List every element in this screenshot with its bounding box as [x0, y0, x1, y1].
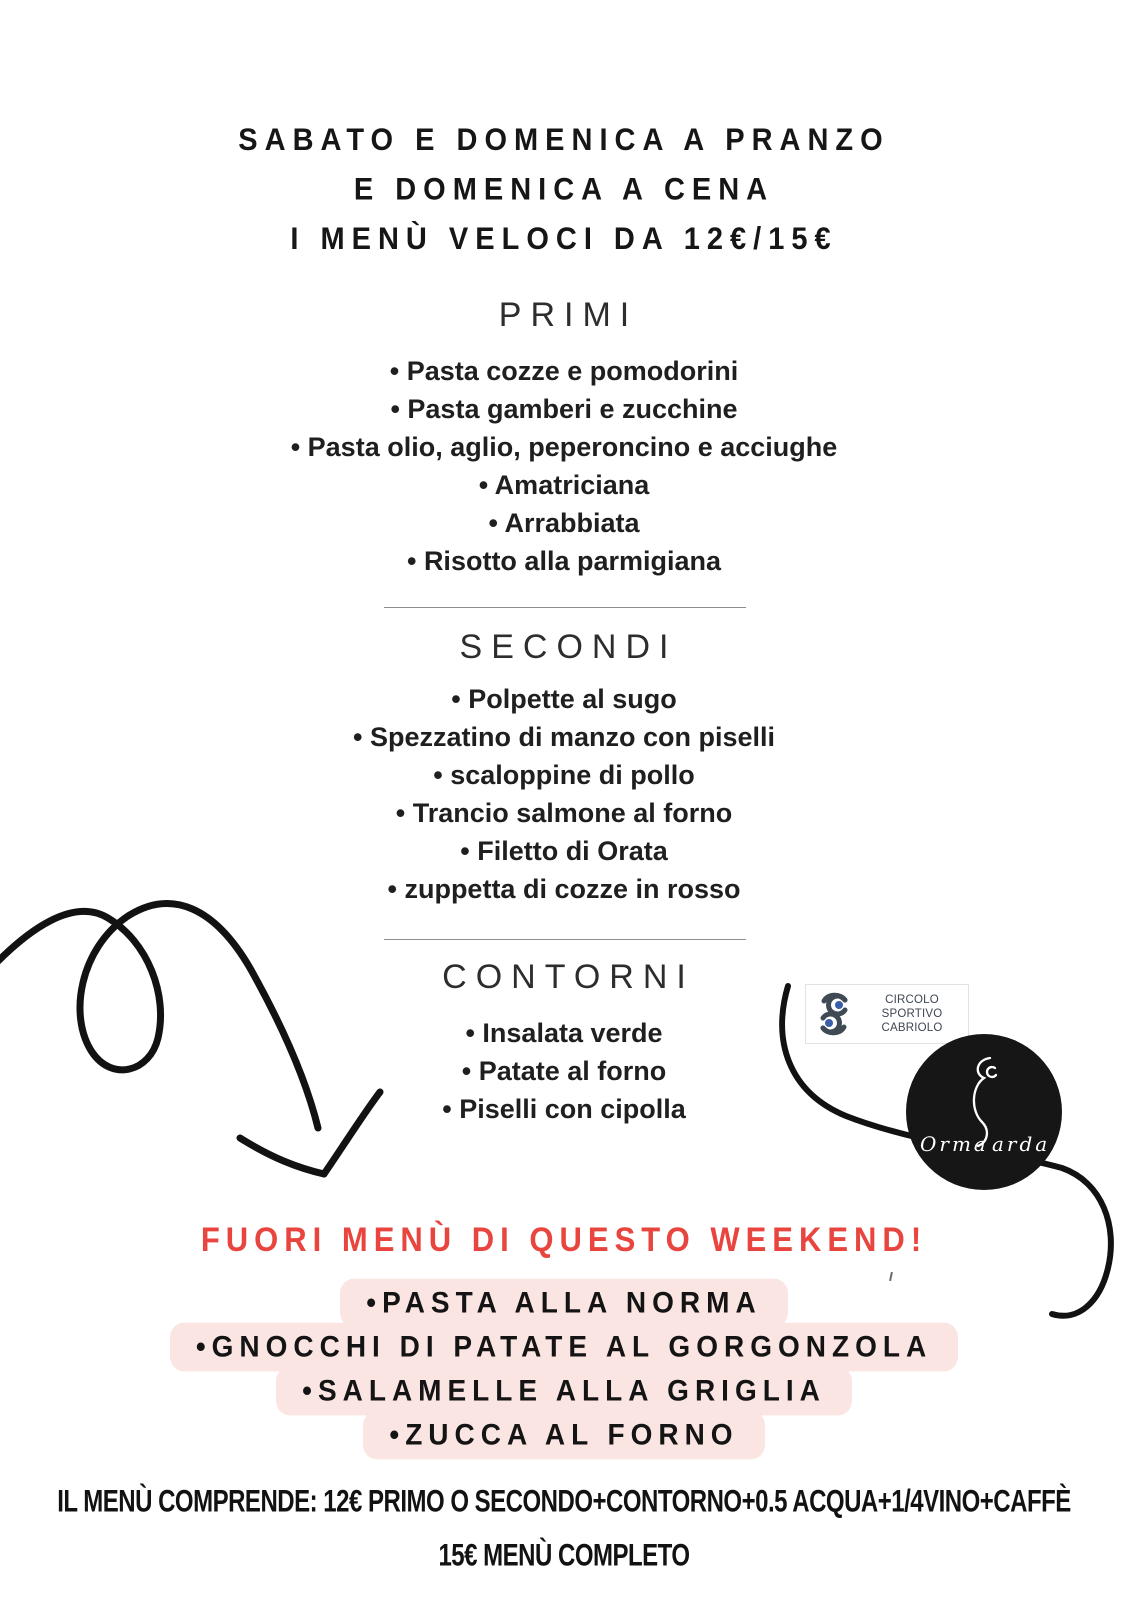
special-item-row	[0, 1280, 1128, 1326]
title-line-3: I MENÙ VELOCI DA 12€/15€	[290, 221, 838, 257]
list-item: • Spezzatino di manzo con piselli	[352, 722, 775, 752]
circolo-line-2: CABRIOLO	[881, 1022, 943, 1034]
section-heading-contorni: CONTORNI	[442, 958, 695, 996]
list-item: • Amatriciana	[478, 470, 650, 500]
section-divider	[384, 607, 746, 608]
full-menu-price-text: 15€ MENÙ COMPLETO	[438, 1538, 690, 1574]
list-item: • Filetto di Orata	[460, 836, 668, 866]
circolo-sportivo-logo	[805, 984, 969, 1044]
highlighted-item: •ZUCCA AL FORNO	[363, 1411, 764, 1460]
special-item-row	[0, 1368, 1128, 1414]
secondi-list	[0, 680, 1128, 908]
primi-list	[0, 352, 1128, 580]
orma-word-left: Orma	[920, 1132, 989, 1156]
orma-word-right: arda	[992, 1132, 1051, 1156]
title-line-1: SABATO E DOMENICA A PRANZO	[238, 122, 890, 158]
circolo-logo-text	[856, 993, 968, 1035]
circolo-swirl-icon	[812, 990, 856, 1038]
list-item: • Arrabbiata	[488, 508, 640, 538]
list-item: • Polpette al sugo	[451, 684, 677, 714]
section-heading-secondi: SECONDI	[459, 628, 678, 666]
highlighted-item: •GNOCCHI DI PATATE AL GORGONZOLA	[170, 1323, 958, 1372]
footer-line-2	[0, 1538, 1128, 1574]
list-item: • Pasta cozze e pomodorini	[389, 356, 739, 386]
list-item: • scaloppine di pollo	[433, 760, 695, 790]
list-item: • Pasta gamberi e zucchine	[390, 394, 738, 424]
title-line-2: E DOMENICA A CENA	[353, 172, 775, 208]
special-menu-heading: FUORI MENÙ DI QUESTO WEEKEND!	[200, 1220, 928, 1259]
special-menu-list	[0, 1280, 1128, 1456]
page-title	[0, 116, 1128, 265]
section-heading-primi: PRIMI	[498, 296, 639, 334]
menu-includes-text: IL MENÙ COMPRENDE: 12€ PRIMO O SECONDO+CONTORNO+0.5 ACQUA+1/4VINO+CAFFÈ	[57, 1484, 1071, 1520]
highlighted-item: •PASTA ALLA NORMA	[340, 1279, 787, 1328]
list-item: • Patate al forno	[461, 1056, 667, 1086]
special-item-row	[0, 1412, 1128, 1458]
highlighted-item: •SALAMELLE ALLA GRIGLIA	[276, 1367, 852, 1416]
orma-sarda-logo	[906, 1034, 1062, 1190]
footer-line-1	[0, 1484, 1128, 1520]
list-item: • Trancio salmone al forno	[395, 798, 733, 828]
list-item: • Risotto alla parmigiana	[406, 546, 722, 576]
section-divider	[384, 939, 746, 940]
list-item: • Insalata verde	[465, 1018, 663, 1048]
list-item: • Piselli con cipolla	[442, 1094, 686, 1124]
circolo-line-1: CIRCOLO SPORTIVO	[881, 994, 943, 1020]
list-item: • Pasta olio, aglio, peperoncino e acciughe	[290, 432, 838, 462]
list-item: • zuppetta di cozze in rosso	[387, 874, 741, 904]
special-item-row	[0, 1324, 1128, 1370]
